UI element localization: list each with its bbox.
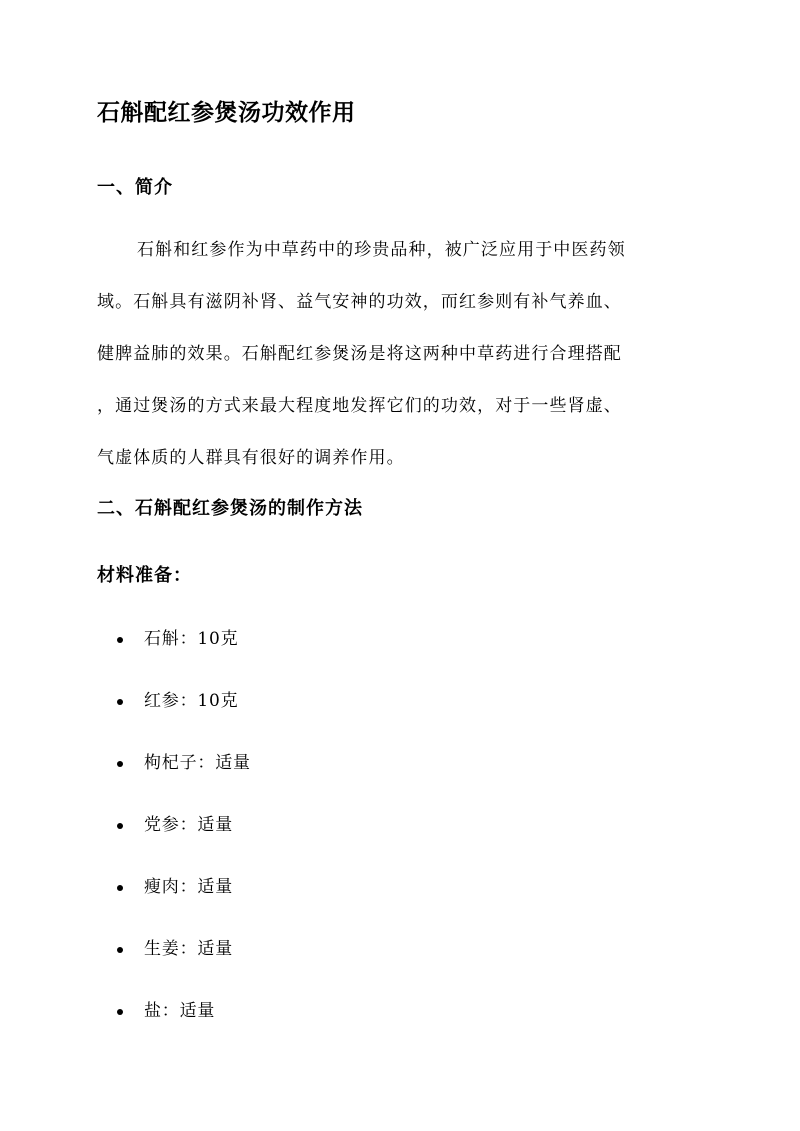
- materials-list-item: [117, 620, 251, 682]
- material-text: 党参：适量: [144, 815, 233, 835]
- document-title: 石斛配红参煲汤功效作用: [97, 99, 356, 126]
- materials-list-item: [117, 992, 251, 1054]
- section-heading-preparation-method: 二、石斛配红参煲汤的制作方法: [97, 498, 363, 519]
- material-text: 石斛：10克: [144, 629, 239, 649]
- materials-heading: 材料准备：: [97, 565, 192, 586]
- paragraph-line: 气虚体质的人群具有很好的调养作用。: [97, 448, 405, 468]
- bullet-icon: [117, 823, 123, 829]
- materials-list-item: [117, 682, 251, 744]
- bullet-icon: [117, 1009, 123, 1015]
- section-heading-introduction: 一、简介: [97, 177, 173, 198]
- material-text: 瘦肉：适量: [144, 877, 233, 897]
- materials-list-item: [117, 930, 251, 992]
- paragraph-line: 域。石斛具有滋阴补肾、益气安神的功效，而红参则有补气养血、: [97, 292, 622, 312]
- paragraph-line: ，通过煲汤的方式来最大程度地发挥它们的功效，对于一些肾虚、: [97, 396, 622, 416]
- materials-list-item: [117, 806, 251, 868]
- bullet-icon: [117, 885, 123, 891]
- paragraph-line: 健脾益肺的效果。石斛配红参煲汤是将这两种中草药进行合理搭配: [97, 344, 622, 364]
- bullet-icon: [117, 947, 123, 953]
- materials-list: [117, 620, 251, 1054]
- introduction-paragraph: [97, 230, 707, 490]
- bullet-icon: [117, 637, 123, 643]
- material-text: 红参：10克: [144, 691, 239, 711]
- materials-list-item: [117, 744, 251, 806]
- material-text: 生姜：适量: [144, 939, 233, 959]
- material-text: 盐：适量: [144, 1001, 216, 1021]
- bullet-icon: [117, 761, 123, 767]
- bullet-icon: [117, 699, 123, 705]
- paragraph-line: 石斛和红参作为中草药中的珍贵品种，被广泛应用于中医药领: [137, 240, 626, 260]
- material-text: 枸杞子：适量: [144, 753, 251, 773]
- materials-list-item: [117, 868, 251, 930]
